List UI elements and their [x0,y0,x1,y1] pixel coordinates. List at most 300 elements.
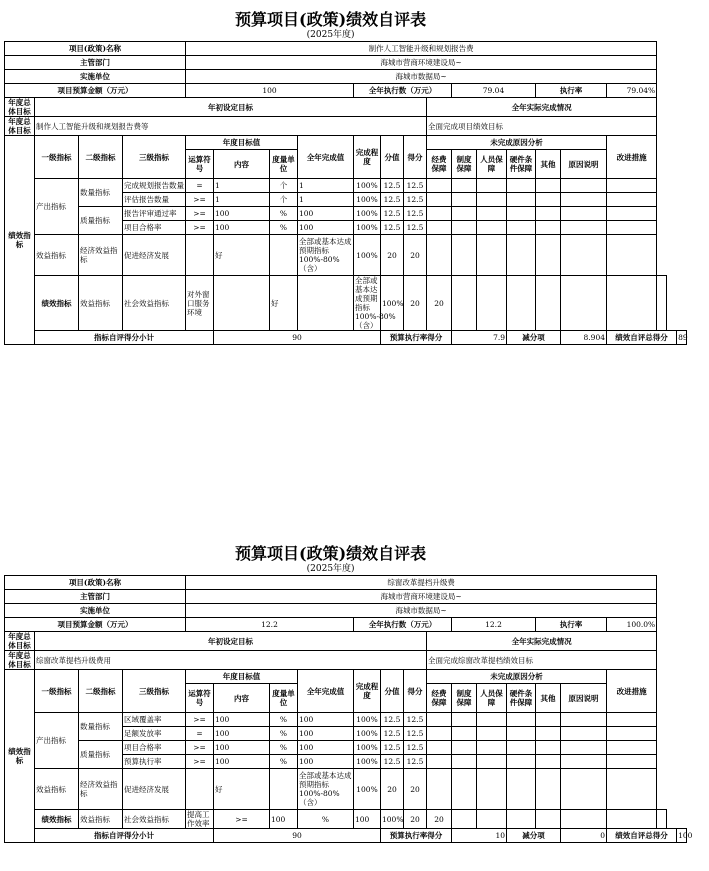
empty-cell [536,193,561,207]
degree-value: 100% [354,235,381,276]
annual-done-value: 1 [298,179,354,193]
label-overall-goal: 年度总体目标 [5,98,35,117]
self-score-value: 90 [214,331,381,345]
empty-cell [427,207,452,221]
annual-done-value: 100 [298,727,354,741]
empty-cell [452,741,477,755]
score-value: 20 [404,276,427,331]
label-overall-goal: 年度总体目标 [5,117,35,136]
content-value: 100 [214,741,270,755]
score-earned: 20 [427,276,452,331]
level3-name: 促进经济发展 [123,769,186,810]
level3-name: 评估报告数量 [123,193,186,207]
sheet-year: (2025年度) [306,564,355,574]
empty-cell [507,769,536,810]
degree-value: 100% [354,179,381,193]
operator-value: = [186,727,214,741]
empty-cell [561,221,607,235]
label-initial-goal: 年初设定目标 [35,98,427,117]
empty-cell [536,179,561,193]
measure-unit-value: % [270,741,298,755]
header-reason-other: 其他 [536,150,561,179]
header-score-value: 分值 [381,670,404,713]
header-target-value: 年度目标值 [186,136,298,150]
degree-value: 100% [354,207,381,221]
label-self-score: 指标自评得分小计 [35,331,214,345]
label-exec-amount: 全年执行数（万元） [354,618,452,632]
header-measure-unit: 度量单位 [270,150,298,179]
deduction-value: 0 [561,829,607,843]
score-earned: 12.5 [404,755,427,769]
score-earned: 12.5 [404,207,427,221]
level2-social-benefit: 社会效益指标 [123,810,186,829]
score-value: 20 [404,810,427,829]
level3-name: 足额发放率 [123,727,186,741]
level1-benefit: 效益指标 [35,769,79,810]
unit-value: 海城市数据局~ [186,604,657,618]
goal-actual-value: 全面完成综窗改革提档绩效目标 [427,651,657,670]
annual-done-value: 100 [298,713,354,727]
empty-cell [427,769,452,810]
empty-cell [507,221,536,235]
table-row [5,235,687,276]
empty-cell [427,235,452,276]
label-exec-amount: 全年执行数（万元） [354,84,452,98]
empty-cell [561,713,607,727]
score-earned: 12.5 [404,741,427,755]
degree-value: 100% [354,755,381,769]
level3-name: 项目合格率 [123,221,186,235]
exec-amount-value: 12.2 [452,618,536,632]
empty-cell [657,810,667,829]
header-annual-done: 全年完成值 [298,136,354,179]
empty-cell [452,221,477,235]
empty-cell [561,741,607,755]
self-score-value: 90 [214,829,381,843]
empty-cell [536,741,561,755]
score-earned: 20 [427,810,452,829]
empty-cell [427,179,452,193]
content-value: 好 [214,769,270,810]
empty-cell [477,221,507,235]
header-reason-explain: 原因说明 [561,684,607,713]
level3-name: 对外窗口服务环境 [186,276,214,331]
annual-done-value: 全部或基本达成预期指标100%-80%（含） [298,769,354,810]
empty-cell [561,727,607,741]
empty-cell [477,179,507,193]
header-degree: 完成程度 [354,136,381,179]
degree-value: 100% [354,221,381,235]
empty-cell [507,179,536,193]
empty-cell [561,755,607,769]
label-deduction: 减分项 [507,829,561,843]
exec-amount-value: 79.04 [452,84,536,98]
dept-value: 海城市营商环境建设局~ [186,56,657,70]
empty-cell [607,741,657,755]
header-level3: 三级指标 [123,670,186,713]
sheet-title: 预算项目(政策)绩效自评表 [235,543,427,563]
content-value: 100 [214,713,270,727]
empty-cell [561,207,607,221]
empty-cell [507,741,536,755]
header-content: 内容 [214,150,270,179]
header-unfinished-reason: 未完成原因分析 [427,136,607,150]
empty-cell [607,193,657,207]
header-operator: 运算符号 [186,684,214,713]
label-budget-rate-score: 预算执行率得分 [381,829,452,843]
degree-value: 100% [354,727,381,741]
empty-cell [452,193,477,207]
empty-cell [507,810,536,829]
empty-cell [536,235,561,276]
header-reason-staff: 人员保障 [477,150,507,179]
header-level2: 二级指标 [79,670,123,713]
operator-value [186,235,214,276]
header-reason-hardware: 硬件条件保障 [507,150,536,179]
empty-cell [452,727,477,741]
header-reason-staff: 人员保障 [477,684,507,713]
measure-unit-value: % [270,755,298,769]
empty-cell [561,179,607,193]
level3-name: 报告评审通过率 [123,207,186,221]
empty-cell [561,193,607,207]
level2-quality: 质量指标 [79,741,123,769]
measure-unit-value: % [270,713,298,727]
empty-cell [452,207,477,221]
label-dept: 主管部门 [5,590,186,604]
label-dept: 主管部门 [5,56,186,70]
label-perf-indicator: 绩效指标 [35,810,79,829]
degree-value: 100% [354,713,381,727]
empty-cell [427,755,452,769]
label-deduction: 减分项 [507,331,561,345]
label-project-name: 项目(政策)名称 [5,576,186,590]
score-earned: 12.5 [404,713,427,727]
total-score-value: 89 [677,331,687,345]
score-value: 12.5 [381,755,404,769]
operator-value: >= [214,810,270,829]
score-value: 12.5 [381,221,404,235]
level3-name: 完成规划报告数量 [123,179,186,193]
header-operator: 运算符号 [186,150,214,179]
level2-quality: 质量指标 [79,207,123,235]
evaluation-sheet-2 [4,542,693,843]
label-exec-rate: 执行率 [536,618,607,632]
annual-done-value: 100 [298,207,354,221]
empty-cell [507,193,536,207]
empty-cell [507,207,536,221]
header-annual-done: 全年完成值 [298,670,354,713]
empty-cell [477,741,507,755]
header-score: 得分 [404,670,427,713]
empty-cell [536,727,561,741]
measure-unit-value [298,276,354,331]
level2-quantity: 数量指标 [79,713,123,741]
content-value: 1 [214,179,270,193]
table-row [5,713,687,727]
evaluation-table [4,8,687,345]
score-earned: 12.5 [404,727,427,741]
score-earned: 20 [404,235,427,276]
content-value: 好 [270,276,298,331]
content-value: 100 [214,221,270,235]
table-row [5,741,687,755]
level2-social-benefit: 社会效益指标 [123,276,186,331]
header-score: 得分 [404,136,427,179]
empty-cell [477,235,507,276]
empty-cell [477,769,507,810]
empty-cell [536,713,561,727]
score-value: 12.5 [381,193,404,207]
level3-name: 提高工作效率 [186,810,214,829]
level2-econ-benefit: 经济效益指标 [79,769,123,810]
empty-cell [536,769,561,810]
empty-cell [477,755,507,769]
degree-value: 100% [354,193,381,207]
score-earned: 20 [404,769,427,810]
level1-output: 产出指标 [35,713,79,769]
empty-cell [607,713,657,727]
score-value: 20 [381,235,404,276]
score-value: 20 [381,769,404,810]
label-overall-goal: 年度总体目标 [5,651,35,670]
label-unit: 实施单位 [5,70,186,84]
empty-cell [607,235,657,276]
empty-cell [607,207,657,221]
header-improve: 改进措施 [607,136,657,179]
empty-cell [536,276,561,331]
exec-rate-value: 100.0% [607,618,657,632]
empty-cell [507,235,536,276]
empty-cell [452,755,477,769]
header-unfinished-reason: 未完成原因分析 [427,670,607,684]
measure-unit-value: % [270,221,298,235]
header-reason-system: 制度保障 [452,684,477,713]
empty-cell [452,769,477,810]
empty-cell [536,207,561,221]
content-value: 好 [214,235,270,276]
goal-initial-value: 制作人工智能升级和规划报告费等 [35,117,427,136]
empty-cell [427,221,452,235]
empty-cell [452,810,477,829]
empty-cell [507,755,536,769]
empty-cell [607,276,657,331]
label-perf-indicator: 绩效指标 [5,136,35,345]
level3-name: 预算执行率 [123,755,186,769]
operator-value: >= [186,755,214,769]
label-budget: 项目预算金额（万元） [5,618,186,632]
annual-done-value: 100 [354,810,381,829]
operator-value: >= [186,193,214,207]
header-reason-fund: 经费保障 [427,150,452,179]
table-row [5,276,687,331]
label-perf-indicator: 绩效指标 [35,276,79,331]
empty-cell [561,769,607,810]
budget-rate-score-value: 7.9 [452,331,507,345]
sheet-year: (2025年度) [306,30,355,40]
empty-cell [657,276,667,331]
score-earned: 12.5 [404,221,427,235]
measure-unit-value: % [270,207,298,221]
level1-benefit: 效益指标 [79,810,123,829]
label-initial-goal: 年初设定目标 [35,632,427,651]
budget-value: 12.2 [186,618,354,632]
annual-done-value: 1 [298,193,354,207]
level3-name: 区域覆盖率 [123,713,186,727]
degree-value: 100% [381,810,404,829]
measure-unit-value: % [270,727,298,741]
score-value: 12.5 [381,727,404,741]
empty-cell [607,727,657,741]
empty-cell [607,221,657,235]
empty-cell [477,727,507,741]
header-improve: 改进措施 [607,670,657,713]
empty-cell [427,193,452,207]
empty-cell [452,235,477,276]
annual-done-value: 100 [298,755,354,769]
sheet-title: 预算项目(政策)绩效自评表 [235,9,427,29]
operator-value: >= [186,741,214,755]
score-earned: 12.5 [404,193,427,207]
level2-econ-benefit: 经济效益指标 [79,235,123,276]
evaluation-table [4,542,693,843]
empty-cell [561,276,607,331]
header-reason-hardware: 硬件条件保障 [507,684,536,713]
degree-value: 100% [354,769,381,810]
empty-cell [607,755,657,769]
content-value: 100 [214,755,270,769]
empty-cell [452,276,477,331]
empty-cell [607,769,657,810]
empty-cell [452,713,477,727]
project-name-value: 制作人工智能升级和规划报告费 [186,42,657,56]
header-degree: 完成程度 [354,670,381,713]
content-value: 1 [214,193,270,207]
content-value: 100 [270,810,298,829]
label-actual-status: 全年实际完成情况 [427,98,657,117]
score-value: 12.5 [381,179,404,193]
evaluation-sheet-1 [4,8,687,345]
goal-actual-value: 全面完成项目绩效目标 [427,117,657,136]
header-score-value: 分值 [381,136,404,179]
annual-done-value: 全部或基本达成预期指标100%-80%（含） [298,235,354,276]
empty-cell [536,221,561,235]
label-perf-indicator: 绩效指标 [5,670,35,843]
header-reason-system: 制度保障 [452,150,477,179]
empty-cell [561,810,607,829]
empty-cell [452,179,477,193]
label-project-name: 项目(政策)名称 [5,42,186,56]
header-level3: 三级指标 [123,136,186,179]
empty-cell [507,727,536,741]
measure-unit-value: 个 [270,193,298,207]
label-exec-rate: 执行率 [536,84,607,98]
header-level1: 一级指标 [35,670,79,713]
measure-unit-value [270,769,298,810]
deduction-value: 8.904 [561,331,607,345]
content-value: 100 [214,727,270,741]
empty-cell [536,755,561,769]
score-value: 12.5 [381,741,404,755]
label-overall-goal: 年度总体目标 [5,632,35,651]
header-reason-explain: 原因说明 [561,150,607,179]
header-reason-fund: 经费保障 [427,684,452,713]
measure-unit-value: 个 [270,179,298,193]
empty-cell [507,276,536,331]
header-reason-other: 其他 [536,684,561,713]
empty-cell [427,741,452,755]
budget-rate-score-value: 10 [452,829,507,843]
level3-name: 项目合格率 [123,741,186,755]
exec-rate-value: 79.04% [607,84,657,98]
annual-done-value: 100 [298,221,354,235]
header-target-value: 年度目标值 [186,670,298,684]
operator-value: = [186,179,214,193]
measure-unit-value: % [298,810,354,829]
label-budget: 项目预算金额（万元） [5,84,186,98]
goal-initial-value: 综窗改革提档升级费用 [35,651,427,670]
label-budget-rate-score: 预算执行率得分 [381,331,452,345]
empty-cell [477,193,507,207]
table-row [5,810,687,829]
operator-value: >= [186,221,214,235]
table-row [5,207,687,221]
level3-name: 促进经济发展 [123,235,186,276]
header-content: 内容 [214,684,270,713]
empty-cell [477,810,507,829]
empty-cell [477,276,507,331]
unit-value: 海城市数据局~ [186,70,657,84]
empty-cell [607,810,657,829]
empty-cell [427,727,452,741]
dept-value: 海城市营商环境建设局~ [186,590,657,604]
label-total-score: 绩效自评总得分 [607,829,677,843]
empty-cell [561,235,607,276]
empty-cell [477,713,507,727]
table-row [5,179,687,193]
score-value: 12.5 [381,713,404,727]
empty-cell [477,207,507,221]
level1-output: 产出指标 [35,179,79,235]
score-earned: 12.5 [404,179,427,193]
level2-quantity: 数量指标 [79,179,123,207]
table-row [5,769,687,810]
budget-value: 100 [186,84,354,98]
label-total-score: 绩效自评总得分 [607,331,677,345]
empty-cell [607,179,657,193]
operator-value [214,276,270,331]
measure-unit-value [270,235,298,276]
degree-value: 100% [354,741,381,755]
header-level1: 一级指标 [35,136,79,179]
empty-cell [507,713,536,727]
empty-cell [427,713,452,727]
level1-benefit: 效益指标 [79,276,123,331]
score-value: 12.5 [381,207,404,221]
annual-done-value: 全部或基本达成预期指标100%-80%（含） [355,276,396,330]
project-name-value: 综窗改革提档升级费 [186,576,657,590]
total-score-value: 100 [677,829,687,843]
content-value: 100 [214,207,270,221]
operator-value [186,769,214,810]
operator-value: >= [186,207,214,221]
label-self-score: 指标自评得分小计 [35,829,214,843]
label-actual-status: 全年实际完成情况 [427,632,657,651]
level1-benefit: 效益指标 [35,235,79,276]
empty-cell [536,810,561,829]
header-measure-unit: 度量单位 [270,684,298,713]
label-unit: 实施单位 [5,604,186,618]
